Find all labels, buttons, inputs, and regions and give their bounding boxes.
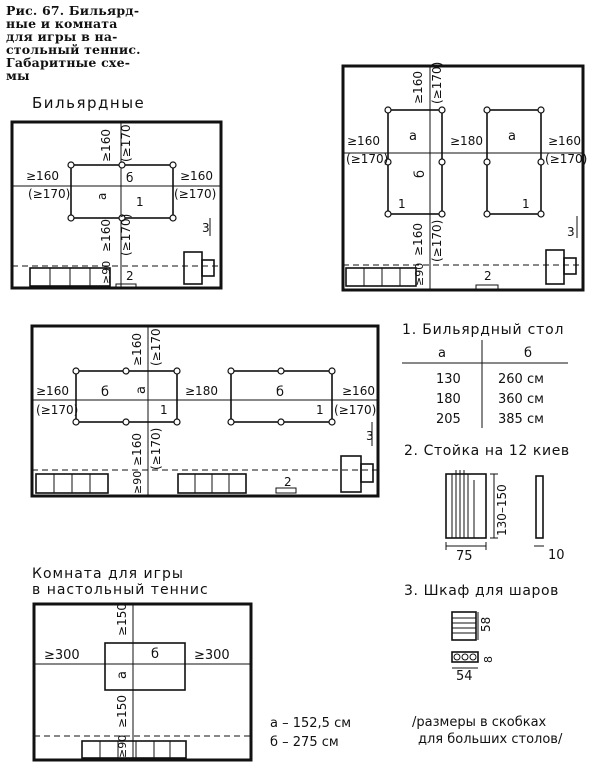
legend-title: 3. Шкаф для шаров <box>404 583 560 599</box>
table-cell: 260 см <box>498 372 544 387</box>
dim-170: (≥170) <box>36 403 79 417</box>
room-wall <box>12 119 221 288</box>
dim-160: ≥160 <box>347 134 380 148</box>
dim-160: ≥160 <box>180 169 213 183</box>
section-title-tennis: Комната для игры <box>32 566 184 582</box>
col-header-a: а <box>438 346 446 361</box>
dim-170: (≥170) <box>119 119 133 162</box>
section-title-billiard: Бильярдные <box>32 94 146 112</box>
dim-160: ≥160 <box>411 223 425 256</box>
room-two-tables-horizontal <box>32 323 378 496</box>
room-wall <box>34 604 251 760</box>
label-a: а <box>409 129 417 144</box>
dim-height: 58 <box>479 616 493 632</box>
caption-line: Габаритные схе- <box>6 55 131 70</box>
table-cell: 385 см <box>498 412 544 427</box>
dim-170: (≥170) <box>545 152 588 166</box>
label-1: 1 <box>398 197 406 211</box>
label-b: б <box>151 647 160 662</box>
caption-line: мы <box>6 68 30 83</box>
room-tennis <box>34 604 251 760</box>
billiard-table-left <box>388 110 442 214</box>
dim-depth: 8 <box>482 656 495 663</box>
dim-depth: 10 <box>548 548 565 563</box>
dim-170: (≥170) <box>174 187 217 201</box>
dim-170: (≥170) <box>119 213 133 256</box>
room-two-tables-vertical <box>343 66 583 290</box>
dim-170: (≥170) <box>430 61 444 104</box>
ball-cabinet <box>546 250 564 284</box>
label-b: б <box>276 385 285 400</box>
footnote: для больших столов/ <box>418 732 563 747</box>
label-a: а <box>508 129 516 144</box>
cabinet-side <box>361 464 373 482</box>
dim-170: (≥170) <box>334 403 377 417</box>
cabinet-side <box>564 258 576 274</box>
label-a: а <box>95 192 109 200</box>
rack-cues <box>452 470 474 538</box>
caption-line: для игры в на- <box>6 29 118 44</box>
table-pockets <box>385 107 544 217</box>
label-3: 3 <box>366 429 374 443</box>
tennis-table <box>105 643 185 690</box>
dim-160: ≥160 <box>342 384 375 398</box>
label-a: а <box>115 671 130 679</box>
label-1: 1 <box>160 403 168 417</box>
table-pockets <box>68 162 176 221</box>
tennis-dim-a: а – 152,5 см <box>270 716 352 731</box>
dim-160: ≥160 <box>130 333 144 366</box>
dim-160: ≥160 <box>99 129 113 162</box>
section-title-tennis: в настольный теннис <box>32 582 209 598</box>
dim-300: ≥300 <box>194 648 230 663</box>
legend-ball-cabinet <box>404 583 559 684</box>
label-3: 3 <box>567 225 575 239</box>
dim-180: ≥180 <box>450 134 483 148</box>
room-single-table <box>12 119 221 288</box>
room-wall <box>343 66 583 290</box>
label-1: 1 <box>522 197 530 211</box>
billiard-table-right <box>487 110 541 214</box>
label-1: 1 <box>136 195 144 209</box>
dim-150: ≥150 <box>115 603 129 636</box>
dim-height: 130–150 <box>495 484 509 536</box>
legend-billiard-table <box>402 322 568 428</box>
label-3: 3 <box>202 221 210 235</box>
col-header-b: б <box>524 346 533 361</box>
tennis-dim-b: б – 275 см <box>270 735 339 750</box>
dim-150: ≥150 <box>115 695 129 728</box>
dim-170: (≥170) <box>346 152 389 166</box>
label-b: б <box>101 385 110 400</box>
ball-cabinet <box>341 456 361 492</box>
table-cell: 205 <box>436 412 461 427</box>
dim-170: (≥170) <box>430 219 444 262</box>
table-cell: 360 см <box>498 392 544 407</box>
caption-line: Рис. 67. Бильярд- <box>6 3 140 18</box>
dim-width: 75 <box>456 549 473 564</box>
tennis-labels <box>44 603 230 758</box>
dim-width: 54 <box>456 669 473 684</box>
dim-160: ≥160 <box>36 384 69 398</box>
dim-90: ≥90 <box>131 470 144 494</box>
dim-300: ≥300 <box>44 648 80 663</box>
cabinet-side <box>202 260 214 276</box>
legend-cue-rack <box>404 443 570 564</box>
table-cell: 130 <box>436 372 461 387</box>
caption-line: ные и комната <box>6 16 118 31</box>
dim-90: ≥90 <box>413 262 426 286</box>
cabinet-front <box>452 612 476 640</box>
dim-160: ≥160 <box>99 219 113 252</box>
dim-160: ≥160 <box>130 433 144 466</box>
table-cell: 180 <box>436 392 461 407</box>
dim-170: (≥170) <box>149 323 163 366</box>
dim-180: ≥180 <box>185 384 218 398</box>
dim-160: ≥160 <box>26 169 59 183</box>
label-2: 2 <box>484 269 492 283</box>
ball-cabinet <box>184 252 202 284</box>
room2-labels <box>346 62 587 286</box>
billiard-table <box>71 165 173 218</box>
label-2: 2 <box>284 475 292 489</box>
dim-160: ≥160 <box>548 134 581 148</box>
legend-title: 2. Стойка на 12 киев <box>404 443 570 459</box>
dim-170: (≥170) <box>149 427 163 470</box>
label-2: 2 <box>126 269 134 283</box>
label-b: б <box>126 171 134 185</box>
cue-rack-bench <box>346 268 416 286</box>
label-1: 1 <box>316 403 324 417</box>
label-a: а <box>134 386 149 394</box>
dim-90: ≥90 <box>116 734 129 758</box>
rack-side <box>536 476 543 538</box>
dim-160: ≥160 <box>411 71 425 104</box>
footnote: /размеры в скобках <box>412 715 547 730</box>
dim-90: ≥90 <box>100 260 113 284</box>
dim-170: (≥170) <box>28 187 71 201</box>
label-b: б <box>413 169 428 178</box>
caption-line: стольный теннис. <box>6 42 141 57</box>
legend-title: 1. Бильярдный стол <box>402 322 565 338</box>
room3-labels <box>36 324 376 494</box>
